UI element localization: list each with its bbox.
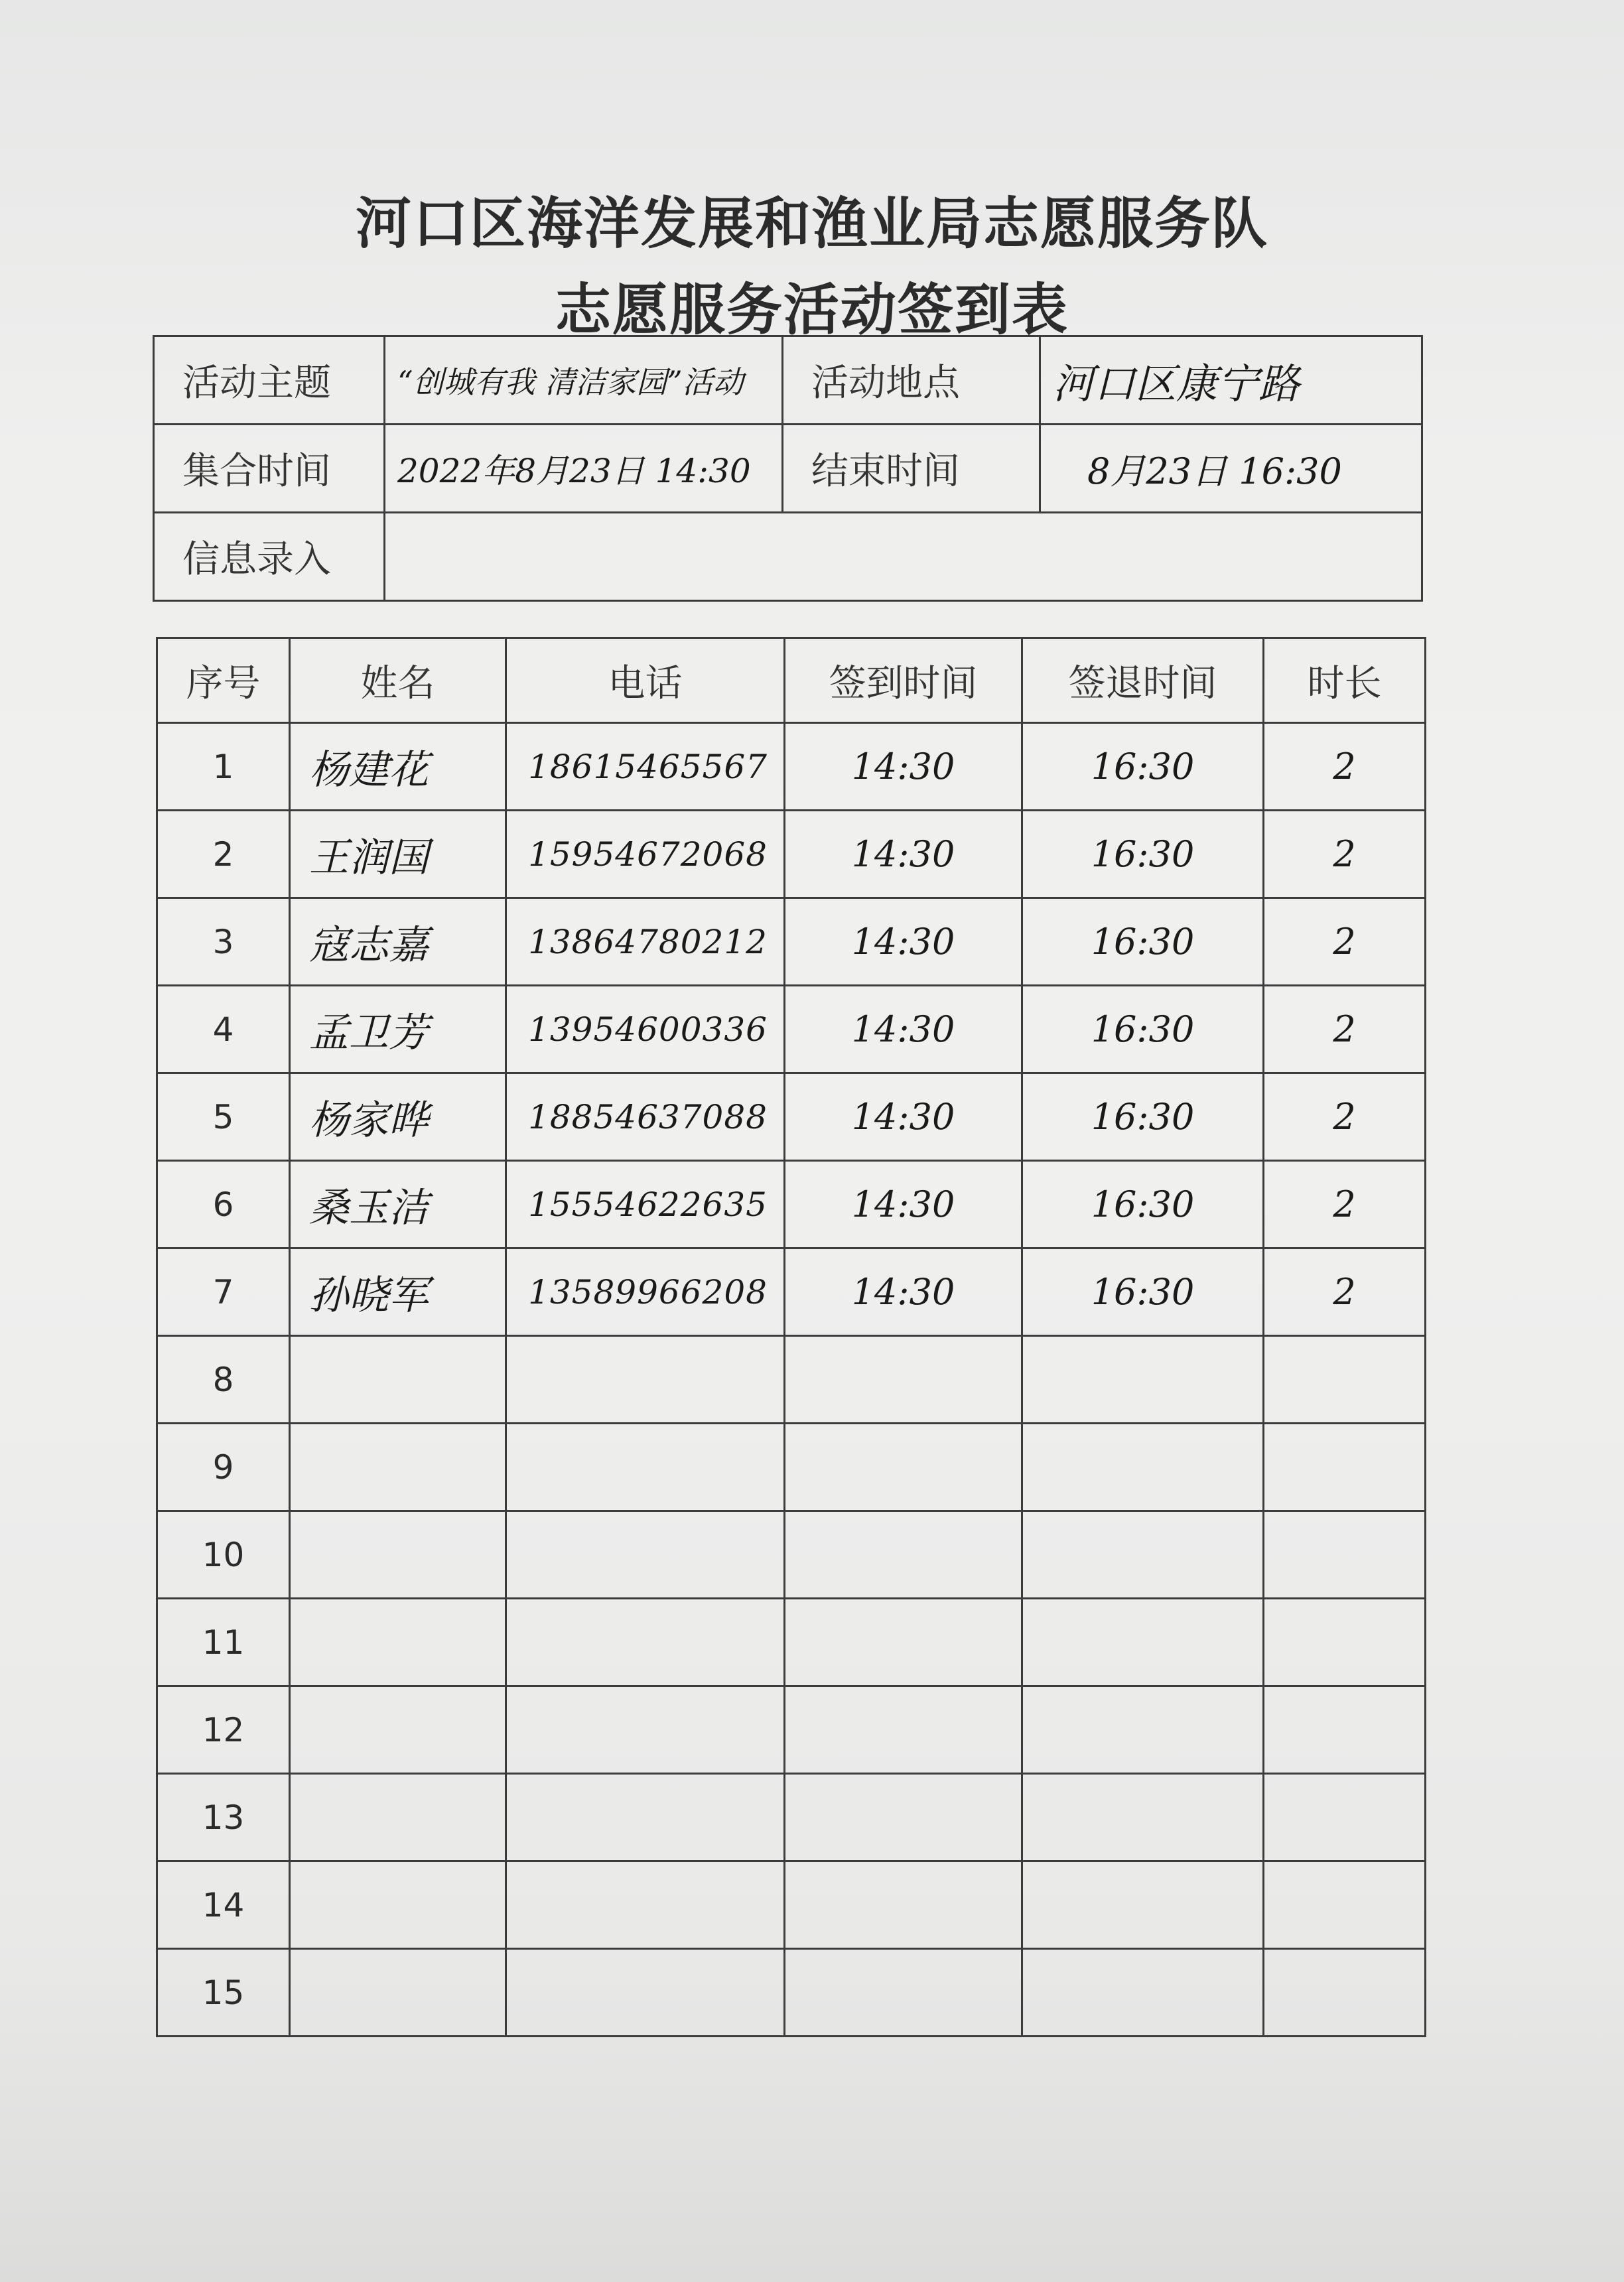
row-phone: 13864780212: [506, 898, 785, 986]
row-phone: 15554622635: [506, 1161, 785, 1248]
theme-label: 活动主题: [154, 336, 385, 425]
row-duration: 2: [1264, 811, 1426, 898]
row-checkin: 14:30: [785, 1073, 1022, 1161]
row-duration: 2: [1264, 1161, 1426, 1248]
header-name: 姓名: [290, 638, 506, 723]
row-index: 12: [157, 1686, 290, 1774]
table-row: [157, 1248, 1426, 1336]
row-checkout: [1022, 1336, 1264, 1424]
header-checkin: 签到时间: [785, 638, 1022, 723]
row-checkout: 16:30: [1022, 898, 1264, 986]
row-name: [290, 1511, 506, 1599]
table-row: [157, 1336, 1426, 1424]
sheet-subtitle: 志愿服务活动签到表: [555, 277, 1069, 342]
row-phone: [506, 1686, 785, 1774]
row-checkout: [1022, 1686, 1264, 1774]
row-name: [290, 1861, 506, 1949]
row-phone: [506, 1774, 785, 1861]
header-duration: 时长: [1264, 638, 1426, 723]
row-checkin: 14:30: [785, 723, 1022, 811]
row-checkin: [785, 1424, 1022, 1511]
info-entry-label: 信息录入: [154, 513, 385, 601]
row-phone: [506, 1424, 785, 1511]
row-checkout: [1022, 1949, 1264, 2037]
row-checkout: [1022, 1511, 1264, 1599]
row-phone: [506, 1599, 785, 1686]
row-index: 14: [157, 1861, 290, 1949]
table-row: [157, 1073, 1426, 1161]
table-row: [157, 1861, 1426, 1949]
location-label: 活动地点: [783, 336, 1040, 425]
row-index: 15: [157, 1949, 290, 2037]
roster-header-row: [157, 638, 1426, 723]
row-name: [290, 1336, 506, 1424]
table-row: [157, 1686, 1426, 1774]
info-row-entry: [154, 513, 1422, 601]
row-checkout: 16:30: [1022, 1248, 1264, 1336]
row-checkout: 16:30: [1022, 1161, 1264, 1248]
row-index: 10: [157, 1511, 290, 1599]
row-duration: 2: [1264, 898, 1426, 986]
row-name: [290, 1774, 506, 1861]
row-phone: 15954672068: [506, 811, 785, 898]
row-name: 孟卫芳: [290, 986, 506, 1073]
row-checkin: 14:30: [785, 811, 1022, 898]
row-checkin: 14:30: [785, 1248, 1022, 1336]
row-checkin: [785, 1511, 1022, 1599]
location-value: 河口区康宁路: [1040, 336, 1422, 425]
table-row: [157, 1949, 1426, 2037]
table-row: [157, 1161, 1426, 1248]
table-row: [157, 1774, 1426, 1861]
table-row: [157, 723, 1426, 811]
row-checkin: [785, 1336, 1022, 1424]
row-duration: 2: [1264, 1073, 1426, 1161]
row-duration: [1264, 1949, 1426, 2037]
row-checkout: [1022, 1861, 1264, 1949]
row-checkin: [785, 1686, 1022, 1774]
row-duration: [1264, 1774, 1426, 1861]
row-name: [290, 1686, 506, 1774]
row-checkout: [1022, 1424, 1264, 1511]
row-phone: [506, 1861, 785, 1949]
row-checkout: 16:30: [1022, 723, 1264, 811]
row-index: 2: [157, 811, 290, 898]
row-checkin: 14:30: [785, 1161, 1022, 1248]
row-checkout: 16:30: [1022, 986, 1264, 1073]
row-duration: [1264, 1511, 1426, 1599]
row-phone: [506, 1949, 785, 2037]
table-row: [157, 811, 1426, 898]
row-index: 11: [157, 1599, 290, 1686]
table-row: [157, 898, 1426, 986]
row-phone: 13589966208: [506, 1248, 785, 1336]
row-index: 5: [157, 1073, 290, 1161]
row-checkout: 16:30: [1022, 811, 1264, 898]
row-checkout: [1022, 1774, 1264, 1861]
row-duration: 2: [1264, 723, 1426, 811]
row-phone: [506, 1336, 785, 1424]
row-name: 寇志嘉: [290, 898, 506, 986]
row-name: 王润国: [290, 811, 506, 898]
gather-time-label: 集合时间: [154, 425, 385, 513]
row-duration: 2: [1264, 1248, 1426, 1336]
row-checkin: [785, 1949, 1022, 2037]
row-index: 13: [157, 1774, 290, 1861]
row-checkout: 16:30: [1022, 1073, 1264, 1161]
row-name: 桑玉洁: [290, 1161, 506, 1248]
row-duration: [1264, 1336, 1426, 1424]
row-phone: 13954600336: [506, 986, 785, 1073]
row-index: 6: [157, 1161, 290, 1248]
header-checkout: 签退时间: [1022, 638, 1264, 723]
row-index: 3: [157, 898, 290, 986]
row-phone: 18615465567: [506, 723, 785, 811]
row-name: 杨建花: [290, 723, 506, 811]
row-index: 1: [157, 723, 290, 811]
table-row: [157, 1599, 1426, 1686]
row-index: 7: [157, 1248, 290, 1336]
row-duration: [1264, 1424, 1426, 1511]
row-phone: [506, 1511, 785, 1599]
sheet-title: 河口区海洋发展和渔业局志愿服务队: [355, 191, 1268, 256]
table-row: [157, 1511, 1426, 1599]
header-index: 序号: [157, 638, 290, 723]
row-duration: 2: [1264, 986, 1426, 1073]
info-row-time: [154, 425, 1422, 513]
info-row-theme: [154, 336, 1422, 425]
row-checkin: 14:30: [785, 986, 1022, 1073]
activity-info-table: [153, 335, 1423, 602]
row-duration: [1264, 1861, 1426, 1949]
row-index: 9: [157, 1424, 290, 1511]
row-duration: [1264, 1686, 1426, 1774]
row-name: [290, 1949, 506, 2037]
row-checkin: [785, 1774, 1022, 1861]
row-checkin: 14:30: [785, 898, 1022, 986]
gather-time-value: 2022年8月23日 14:30: [385, 425, 783, 513]
table-row: [157, 986, 1426, 1073]
row-checkin: [785, 1599, 1022, 1686]
end-time-label: 结束时间: [783, 425, 1040, 513]
row-index: 8: [157, 1336, 290, 1424]
header-phone: 电话: [506, 638, 785, 723]
row-checkout: [1022, 1599, 1264, 1686]
theme-value: “创城有我 清洁家园”活动: [385, 336, 783, 425]
table-row: [157, 1424, 1426, 1511]
volunteer-roster-table: [156, 637, 1426, 2037]
row-phone: 18854637088: [506, 1073, 785, 1161]
end-time-value: 8月23日 16:30: [1040, 425, 1422, 513]
row-name: 孙晓军: [290, 1248, 506, 1336]
row-duration: [1264, 1599, 1426, 1686]
info-entry-value: [385, 513, 1422, 601]
row-index: 4: [157, 986, 290, 1073]
row-checkin: [785, 1861, 1022, 1949]
row-name: [290, 1424, 506, 1511]
row-name: [290, 1599, 506, 1686]
row-name: 杨家晔: [290, 1073, 506, 1161]
